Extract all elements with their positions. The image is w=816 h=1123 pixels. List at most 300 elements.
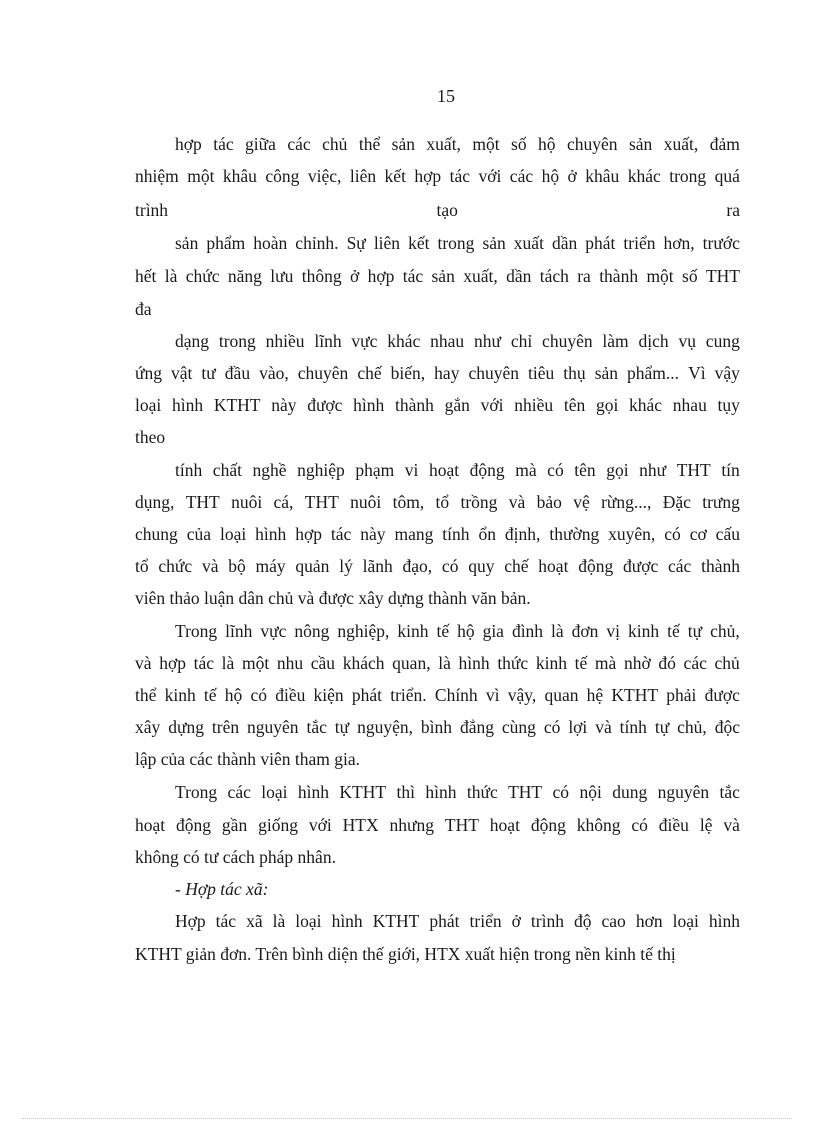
word: ở [511,911,521,931]
word: mà [594,653,617,673]
word: phát [429,911,460,931]
word: thành [599,266,639,286]
word: chủ [714,653,740,673]
word: chỉnh. [295,233,339,253]
word: tác [213,134,234,154]
word: được [307,395,343,415]
word: dựng [168,717,204,737]
word: phải [666,685,697,705]
word: tác [193,653,215,673]
word: định, [504,524,541,544]
word: phạm [355,460,395,480]
word: trồng [460,492,498,512]
word: vị [606,621,621,641]
word: ổn [478,524,496,544]
text-line [175,620,740,642]
word: quan, [392,653,431,673]
word: lĩnh [225,621,253,641]
word: chủ [322,134,348,154]
word: rừng..., [601,492,652,512]
word: phát [351,685,383,705]
word: THT [444,815,479,835]
word: nông [294,621,330,641]
word: việc, [307,166,342,186]
word: tắc [719,782,740,802]
word: khác [627,166,661,186]
word: có [250,685,267,705]
word: điều [275,685,306,705]
word: và [595,717,612,737]
text-line [135,362,740,384]
word: hoạt [489,815,520,835]
word: loại [672,911,699,931]
word: của [186,524,212,544]
word: quá [714,166,740,186]
word: hợp [414,166,442,186]
word: giống [258,815,298,835]
word: Chính [434,685,478,705]
word: dần [506,266,532,286]
word: hợp [295,524,322,544]
word: được [622,556,659,576]
word: sản [628,134,653,154]
word: tư [201,363,216,383]
word: xây [135,717,161,737]
text-line [135,265,740,287]
word: ở [567,166,577,186]
word: điều [658,815,689,835]
word: lãnh [362,556,393,576]
word: lĩnh [314,331,342,351]
word: cầu [310,653,336,673]
word: số [682,266,698,286]
word: sản [391,134,415,154]
word: triển [623,233,656,253]
word: kinh [397,621,429,641]
word: khâu [222,166,257,186]
word: thành [395,395,434,415]
word: gọi [595,395,619,415]
word: năng [227,266,262,286]
word: Hợp [175,911,206,931]
word: động [530,815,566,835]
word: nguyên [657,782,710,802]
word: chuyên [297,363,349,383]
word: hộ [538,134,556,154]
word: hình [255,524,287,544]
text-line [135,555,740,577]
word: hoạt [135,815,166,835]
word: tên [563,395,586,415]
word: chất [212,460,242,480]
word: vì [485,685,500,705]
word: là [438,653,451,673]
word: liên [373,233,401,253]
word: là [221,653,235,673]
word: với [480,395,504,415]
word: nghề [252,460,287,480]
word: biến, [390,363,426,383]
word: tên [574,460,596,480]
page-number: 15 [437,86,455,106]
word: tự [687,621,703,641]
word: sản [175,233,199,253]
word: trưng [702,492,740,512]
word: Sự [346,233,366,253]
word: nhu [276,653,304,673]
word: này [271,395,297,415]
word: hình [171,395,204,415]
text-line [175,459,740,481]
text-line: KTHT giản đơn. Trên bình diện thế giới, HTX xuất hiện trong nền kinh tế thị [135,944,676,964]
word: ra [726,200,740,220]
word: nhau [430,331,465,351]
word: thức [466,782,498,802]
word: THT [508,782,543,802]
text-line: lập của các thành viên tham gia. [135,749,360,769]
word: là [272,911,286,931]
word: xuất, [663,134,699,154]
word: hoạt [428,460,460,480]
word: Trong [175,621,218,641]
word: hình [353,395,385,415]
word: vậy, [507,685,537,705]
word: thụ [563,363,586,383]
word: xuất [513,233,544,253]
word: lệ [699,815,713,835]
word: chuyên [566,134,618,154]
word: cấu [715,524,740,544]
word: trên [211,717,240,737]
word: có [543,717,561,737]
word: giữa [245,134,276,154]
word: loại [219,524,247,544]
word: độc [714,717,740,737]
word: tính [442,524,470,544]
word: lưu [270,266,294,286]
word: vực [351,331,378,351]
word: động [469,460,505,480]
text-line [175,330,740,352]
word: sản [431,266,455,286]
word: một [187,166,215,186]
word: nghiệp, [337,621,390,641]
word: nhau [672,395,707,415]
word: gần [221,815,248,835]
text-line [175,781,740,803]
word: tế [667,621,680,641]
word: hình [297,782,330,802]
word: THT [676,460,711,480]
word: loại [295,911,322,931]
word: gọi [606,460,629,480]
word: kết [408,233,430,253]
word: quản [295,556,330,576]
word: thì [396,782,415,802]
word: một [472,134,500,154]
word: thành [701,556,740,576]
word: có [547,460,564,480]
word: KTHT [213,395,261,415]
word: như [639,460,667,480]
word: KTHT [339,782,387,802]
word: và [135,653,152,673]
word: hơn [635,911,663,931]
word: đẳng [459,717,494,737]
word: hệ [586,685,604,705]
word: tác [215,911,237,931]
word: nhiều [265,331,305,351]
word: nguyên [247,717,299,737]
word: thể [135,685,157,705]
word: dạng [175,331,210,351]
text-line [135,394,740,416]
word: hình [425,782,457,802]
word: độ [573,911,592,931]
word: chức [158,556,193,576]
word: đạo, [402,556,433,576]
word: vụ [678,331,696,351]
word: nguyện, [357,717,413,737]
word: kinh [164,685,196,705]
word: các [287,134,311,154]
text-line [135,165,740,187]
word: đình [511,621,544,641]
word: xã [246,911,263,931]
word: trước [702,233,740,253]
text-line [135,199,740,221]
word: tính [175,460,203,480]
word: chủ, [677,717,707,737]
word: mà [515,460,537,480]
word: chế [357,363,382,383]
text-line: - Hợp tác xã: [175,879,269,899]
word: tác [449,166,471,186]
word: Vì [688,363,706,383]
word: hay [434,363,460,383]
word: các [227,782,251,802]
word: hình [458,653,490,673]
word: trong [437,233,475,253]
page-bottom-rule [22,1118,792,1119]
word: cá, [273,492,294,512]
word: quy [468,556,495,576]
word: phẩm... [627,363,680,383]
text-line: không có tư cách pháp nhân. [135,847,336,867]
word: dụng, [135,492,175,512]
word: Trong [175,782,218,802]
text-line: theo [135,427,166,447]
text-line [175,232,740,254]
word: khách [342,653,385,673]
word: thể [358,134,381,154]
word: tiêu [528,363,555,383]
word: tín [721,460,740,480]
word: hộ [541,166,560,186]
word: với [308,815,332,835]
word: tự [654,717,670,737]
word: nhưng [389,815,434,835]
word: không [576,815,621,835]
word: vậy [714,363,740,383]
word: hộ [224,685,243,705]
word: loại [135,395,162,415]
word: tác [402,266,424,286]
word: đơn [571,621,599,641]
word: liên [349,166,377,186]
word: chung [135,524,178,544]
word: hợp [175,134,202,154]
word: tôm, [392,492,425,512]
word: tế [574,653,588,673]
word: số [511,134,527,154]
word: cơ [689,524,707,544]
word: khác [387,331,421,351]
word: làm [602,331,629,351]
text-line [135,814,740,836]
word: THT [705,266,740,286]
word: các [683,653,707,673]
word: một [241,653,270,673]
word: dịch [638,331,669,351]
word: tắc [306,717,327,737]
word: nuôi [231,492,263,512]
word: dung [612,782,648,802]
word: trình [530,911,564,931]
word: gia [482,621,504,641]
text-line [135,652,740,674]
word: quan [544,685,579,705]
text-line: đa [135,299,152,319]
word: có [664,524,681,544]
word: vực [260,621,287,641]
word: THT [185,492,220,512]
word: bình [420,717,453,737]
word: là [551,621,564,641]
word: và [508,492,526,512]
word: triển [469,911,502,931]
word: bảo [536,492,562,512]
text-line [175,133,740,155]
word: và [201,556,219,576]
word: vật [171,363,193,383]
word: hợp [159,653,186,673]
word: loại [261,782,288,802]
word: xuyên, [608,524,656,544]
word: HTX [342,815,379,835]
word: tế [436,621,450,641]
word: chế [504,556,529,576]
word: và [723,815,740,835]
word: tụy [717,395,740,415]
word: hoàn [253,233,288,253]
word: chuyên [468,363,520,383]
word: với [478,166,502,186]
text-line [135,684,740,706]
word: gắn [444,395,470,415]
word: nghiệp [297,460,345,480]
word: hơn, [663,233,695,253]
word: KTHT [372,911,420,931]
word: ra [577,266,591,286]
word: nội [579,782,602,802]
word: thông [301,266,342,286]
word: chuyên [542,331,593,351]
word: tổ [435,492,450,512]
word: được [704,685,740,705]
word: kiện [313,685,344,705]
word: kinh [535,653,567,673]
word: tính [619,717,647,737]
word: có [441,556,459,576]
word: cung [705,331,740,351]
word: hợp [367,266,395,286]
word: như [474,331,501,351]
word: này [360,524,386,544]
word: vi [404,460,419,480]
text-line [135,523,740,545]
word: tế [203,685,217,705]
word: triển. [390,685,427,705]
word: các [668,556,692,576]
word: có [552,782,570,802]
word: trình [135,200,169,220]
word: chỉ [510,331,533,351]
word: sản [482,233,506,253]
word: là [164,266,178,286]
word: đó [658,653,676,673]
word: trong [218,331,256,351]
word: tách [539,266,569,286]
word: ở [349,266,360,286]
word: kết [384,166,406,186]
word: lợi [568,717,588,737]
word: trong [669,166,707,186]
word: kinh [628,621,660,641]
word: lý [339,556,353,576]
text-line [135,716,740,738]
word: KTHT [611,685,659,705]
word: đảm [709,134,740,154]
word: bộ [228,556,246,576]
word: nhiều [514,395,554,415]
word: khâu [585,166,620,186]
word: khác [629,395,663,415]
word: thường [549,524,600,544]
text-line [135,491,740,513]
word: máy [255,556,286,576]
word: một [646,266,674,286]
word: cùng [501,717,536,737]
word: ứng [135,363,162,383]
word: tạo [436,200,458,220]
word: nuôi [350,492,382,512]
word: tự [334,717,350,737]
word: vệ [573,492,590,512]
word: cao [601,911,626,931]
word: tác [330,524,352,544]
word: phát [585,233,616,253]
word: có [631,815,648,835]
word: mang [394,524,434,544]
word: công [265,166,300,186]
word: hết [135,266,157,286]
word: hoạt [538,556,569,576]
word: xuất, [463,266,498,286]
word: động [176,815,212,835]
word: các [509,166,534,186]
word: nhiệm [135,166,179,186]
